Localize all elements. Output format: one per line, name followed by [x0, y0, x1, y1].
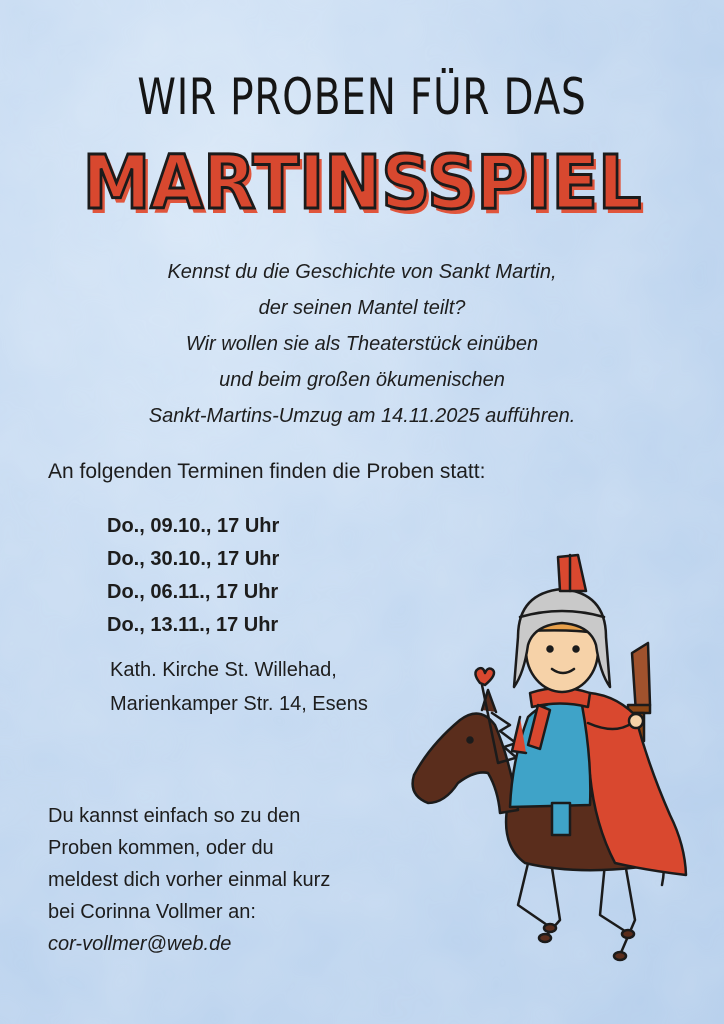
closing-line: Du kannst einfach so zu den: [48, 805, 301, 827]
date-list: [107, 510, 279, 642]
date-item: Do., 13.11., 17 Uhr: [107, 614, 279, 636]
intro-line: und beim großen ökumenischen: [219, 369, 505, 391]
tunic: [510, 702, 590, 807]
date-item: Do., 06.11., 17 Uhr: [107, 581, 279, 603]
knight-on-horse-illustration: [400, 545, 700, 975]
intro-line: Sankt-Martins-Umzug am 14.11.2025 aufführen.: [148, 405, 576, 427]
helmet-plume: [558, 555, 586, 591]
address-line: Kath. Kirche St. Willehad,: [110, 659, 337, 681]
schedule-intro: An folgenden Terminen finden die Proben statt:: [48, 460, 486, 483]
intro-line: Wir wollen sie als Theaterstück einüben: [185, 333, 539, 355]
closing-line: Proben kommen, oder du: [48, 837, 274, 859]
address-line: Marienkamper Str. 14, Esens: [110, 693, 368, 715]
closing-line: meldest dich vorher einmal kurz: [48, 869, 331, 891]
closing-text: [48, 800, 330, 960]
intro-line: der seinen Mantel teilt?: [258, 297, 466, 319]
intro-text: [0, 254, 724, 434]
closing-line: bei Corinna Vollmer an:: [48, 901, 256, 923]
headline: WIR PROBEN FÜR DAS: [137, 68, 587, 126]
heart-icon: [475, 668, 494, 685]
intro-line: Kennst du die Geschichte von Sankt Martin,: [167, 261, 557, 283]
page-title: MARTINSSPIEL: [82, 140, 642, 226]
address: [110, 653, 368, 721]
email-link[interactable]: cor-vollmer@web.de: [48, 933, 232, 955]
date-item: Do., 09.10., 17 Uhr: [107, 515, 280, 537]
date-item: Do., 30.10., 17 Uhr: [107, 548, 280, 570]
